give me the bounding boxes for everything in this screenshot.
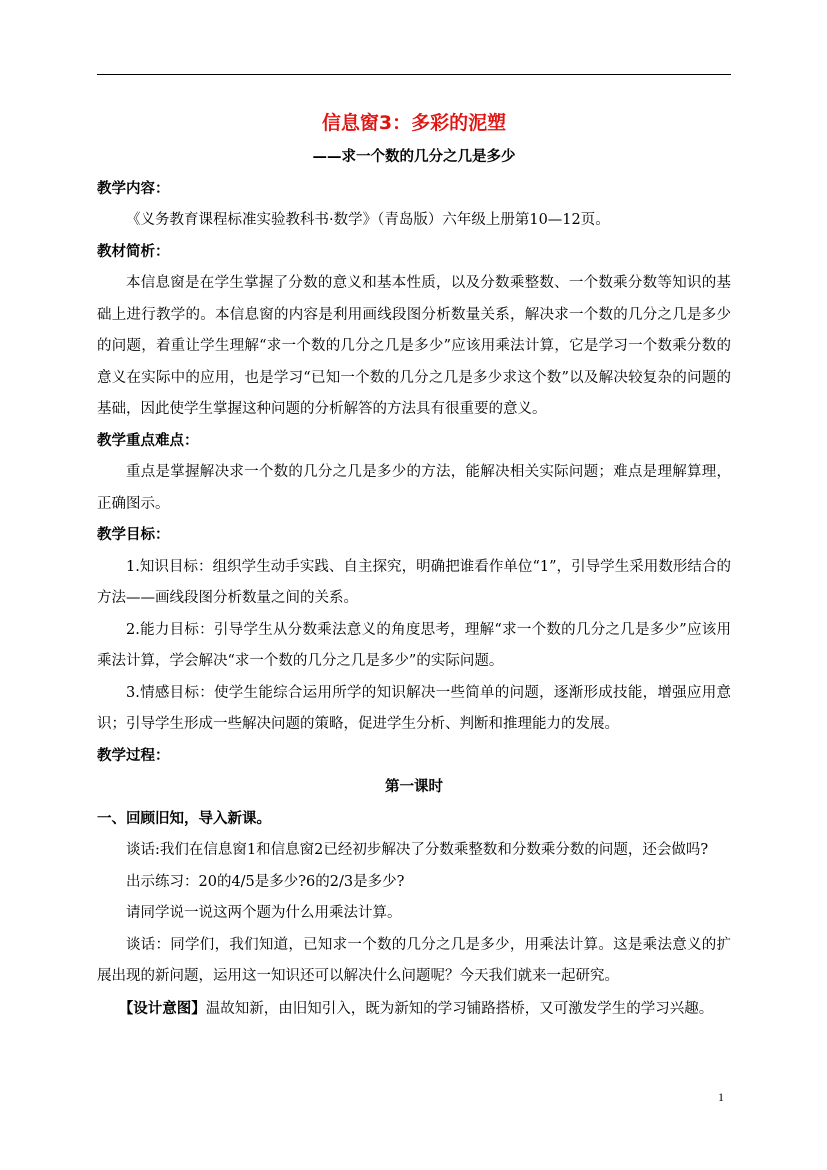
document-subtitle: ——求一个数的几分之几是多少 [312, 149, 516, 165]
talk-paragraph-1: 谈话:我们在信息窗1和信息窗2已经初步解决了分数乘整数和分数乘分数的问题，还会做吗? [126, 842, 709, 858]
page-number: 1 [718, 1090, 724, 1104]
exercise-paragraph: 出示练习：20的4/5是多少?6的2/3是多少? [126, 873, 405, 890]
goal-emotion: 3.情感目标：使学生能综合运用所学的知识解决一些简单的问题，逐渐形成技能，增强应用意识；引导学生形成一些解决问题的策略，促进学生分析、判断和推理能力的发展。 [97, 684, 731, 732]
design-intent-text: 温故知新，由旧知引入，既为新知的学习铺路搭桥，又可激发学生的学习兴趣。 [205, 1000, 714, 1017]
content-heading: 教学内容： [97, 180, 170, 197]
talk-paragraph-2: 谈话：同学们，我们知道，已知求一个数的几分之几是多少，用乘法计算。这是乘法意义的扩展出现的新问题，运用这一知识还可以解决什么问题呢？今天我们就来一起研究。 [97, 936, 731, 984]
content-text: 《义务教育课程标准实验教科书·数学》（青岛版）六年级上册第10—12页。 [126, 212, 610, 228]
part1-heading: 一、回顾旧知，导入新课。 [97, 810, 271, 827]
ask-paragraph: 请同学说一说这两个题为什么用乘法计算。 [126, 905, 402, 921]
analysis-heading: 教材简析： [97, 243, 170, 260]
lesson-heading: 第一课时 [385, 779, 443, 795]
design-intent-tag: 【设计意图】 [118, 999, 206, 1017]
goal-ability: 2.能力目标：引导学生从分数乘法意义的角度思考，理解“求一个数的几分之几是多少”应该用乘法计算，学会解决“求一个数的几分之几是多少”的实际问题。 [97, 621, 731, 669]
process-heading: 教学过程： [97, 747, 170, 764]
key-points-text: 重点是掌握解决求一个数的几分之几是多少的方法，能解决相关实际问题；难点是理解算理，正确图示。 [97, 464, 731, 512]
goals-heading: 教学目标： [97, 527, 170, 543]
analysis-text: 本信息窗是在学生掌握了分数的意义和基本性质，以及分数乘整数、一个数乘分数等知识的基础上进行教学的。本信息窗的内容是利用画线段图分析数量关系，解决求一个数的几分之几是多少的问题，着重让学生理解“求一个数的几分之几是多少”应该用乘法计算，它是学习一个数乘分数的意义在实际中的应用，也是学习“已知一个数的几分之几是多少求这个数”以及解决较复杂的问题的基础，因此使学生掌握这种问题的分析解答的方法具有很重要的意义。 [97, 275, 731, 417]
document-title: 信息窗3：多彩的泥塑 [321, 112, 507, 134]
document-body [97, 108, 731, 1025]
key-points-heading: 教学重点难点： [97, 432, 199, 449]
design-intent-paragraph [97, 993, 731, 1026]
header-rule [97, 74, 731, 75]
goal-knowledge: 1.知识目标：组织学生动手实践、自主探究，明确把谁看作单位“1”，引导学生采用数形结合的方法——画线段图分析数量之间的关系。 [97, 558, 731, 606]
